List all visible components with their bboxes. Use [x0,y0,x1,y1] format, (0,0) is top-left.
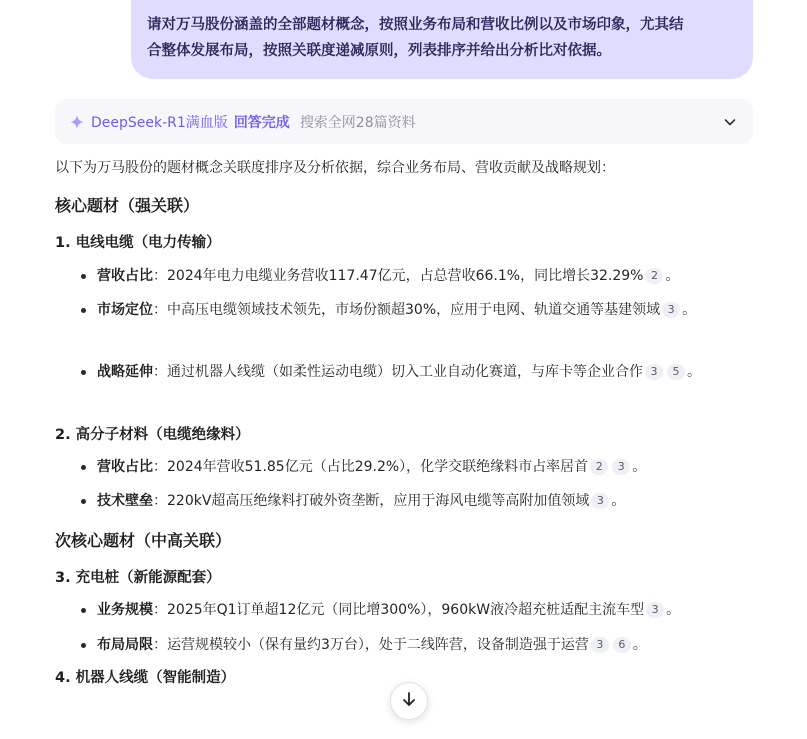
citation-badge[interactable]: 3 [591,493,609,509]
answer-intro: 以下为万马股份的题材概念关联度排序及分析依据，综合业务布局、营收贡献及战略规划： [55,160,615,176]
answer-status: 回答完成 [233,114,290,131]
item-title-text: 充电桩（新能源配套） [75,570,221,586]
bullet-label: 业务规模 [97,602,153,618]
citation-badge[interactable]: 2 [645,268,663,284]
item-title-robot-cable [55,665,235,691]
bullet-text: ：通过机器人线缆（如柔性运动电缆）切入工业自动化赛道，与库卡等企业合作 [153,364,643,380]
model-name: DeepSeek-R1满血版 [91,114,228,131]
citation-badge[interactable]: 3 [646,602,664,618]
chevron-down-icon[interactable] [723,115,737,129]
list-item: 业务规模：2025年Q1订单超12亿元（同比增300%），960kW液冷超充桩适配主流车型 3 。 [75,597,755,623]
list-item: 战略延伸：通过机器人线缆（如柔性运动电缆）切入工业自动化赛道，与库卡等企业合作 3 5 。 [75,359,755,385]
list-item: 市场定位：中高压电缆领域技术领先，市场份额超30%，应用于电网、轨道交通等基建领域 3 。 [75,297,755,323]
citation-badge[interactable]: 2 [590,459,608,475]
item-number: 4. [55,670,71,686]
arrow-down-icon [400,690,418,712]
citation-badge[interactable]: 3 [591,637,609,653]
user-message-line-1: 请对万马股份涵盖的全部题材概念，按照业务布局和营收比例以及市场印象，尤其结 [147,17,684,33]
list-item: 技术壁垒：220kV超高压绝缘料打破外资垄断，应用于海风电缆等高附加值领域 3 。 [75,488,755,514]
item-title-text: 机器人线缆（智能制造） [75,670,236,686]
search-status-bar[interactable] [55,99,753,144]
item-title-text: 高分子材料（电缆绝缘料） [75,427,250,443]
user-message-bubble [131,0,753,79]
bullet-label: 技术壁垒 [97,493,153,509]
item-number: 3. [55,570,71,586]
sparkle-icon [69,114,85,130]
citation-badge[interactable]: 5 [667,364,685,380]
search-sources-count: 搜索全网28篇资料 [299,114,416,131]
bullet-text: ：2025年Q1订单超12亿元（同比增300%），960kW液冷超充桩适配主流车型 [153,602,645,618]
bullet-text: ：220kV超高压绝缘料打破外资垄断，应用于海风电缆等高附加值领域 [153,493,590,509]
citation-badge[interactable]: 3 [645,364,663,380]
item-title-text: 电线电缆（电力传输） [75,235,221,251]
bullet-text: ：2024年电力电缆业务营收117.47亿元，占总营收66.1%，同比增长32.29% [153,268,644,284]
bullet-label: 战略延伸 [97,364,153,380]
scroll-to-bottom-button[interactable] [390,682,428,720]
user-message-line-2: 合整体发展布局，按照关联度递减原则，列表排序并给出分析比对依据。 [147,43,611,59]
bullet-label: 营收占比 [97,459,153,475]
item-title-cable [55,230,221,256]
bullet-label: 市场定位 [97,302,153,318]
item-title-charging [55,565,221,591]
bullet-label: 布局局限 [97,637,153,653]
citation-badge[interactable]: 6 [613,637,631,653]
item-title-polymer [55,422,250,448]
bullet-text: ：运营规模较小（保有量约3万台），处于二线阵营，设备制造强于运营 [153,637,589,653]
list-item: 营收占比：2024年电力电缆业务营收117.47亿元，占总营收66.1%，同比增长32.29% 2 。 [75,263,755,289]
section-title-secondary: 次核心题材（中高关联） [55,531,232,550]
citation-badge[interactable]: 3 [612,459,630,475]
list-item: 布局局限：运营规模较小（保有量约3万台），处于二线阵营，设备制造强于运营 3 6 。 [75,632,755,658]
bullet-text: ：中高压电缆领域技术领先，市场份额超30%，应用于电网、轨道交通等基建领域 [153,302,661,318]
list-item: 营收占比：2024年营收51.85亿元（占比29.2%），化学交联绝缘料市占率居首 2 3 。 [75,454,755,480]
bullet-label: 营收占比 [97,268,153,284]
item-number: 1. [55,235,71,251]
item-number: 2. [55,427,71,443]
bullet-text: ：2024年营收51.85亿元（占比29.2%），化学交联绝缘料市占率居首 [153,459,589,475]
section-title-core: 核心题材（强关联） [55,196,200,215]
citation-badge[interactable]: 3 [662,302,680,318]
